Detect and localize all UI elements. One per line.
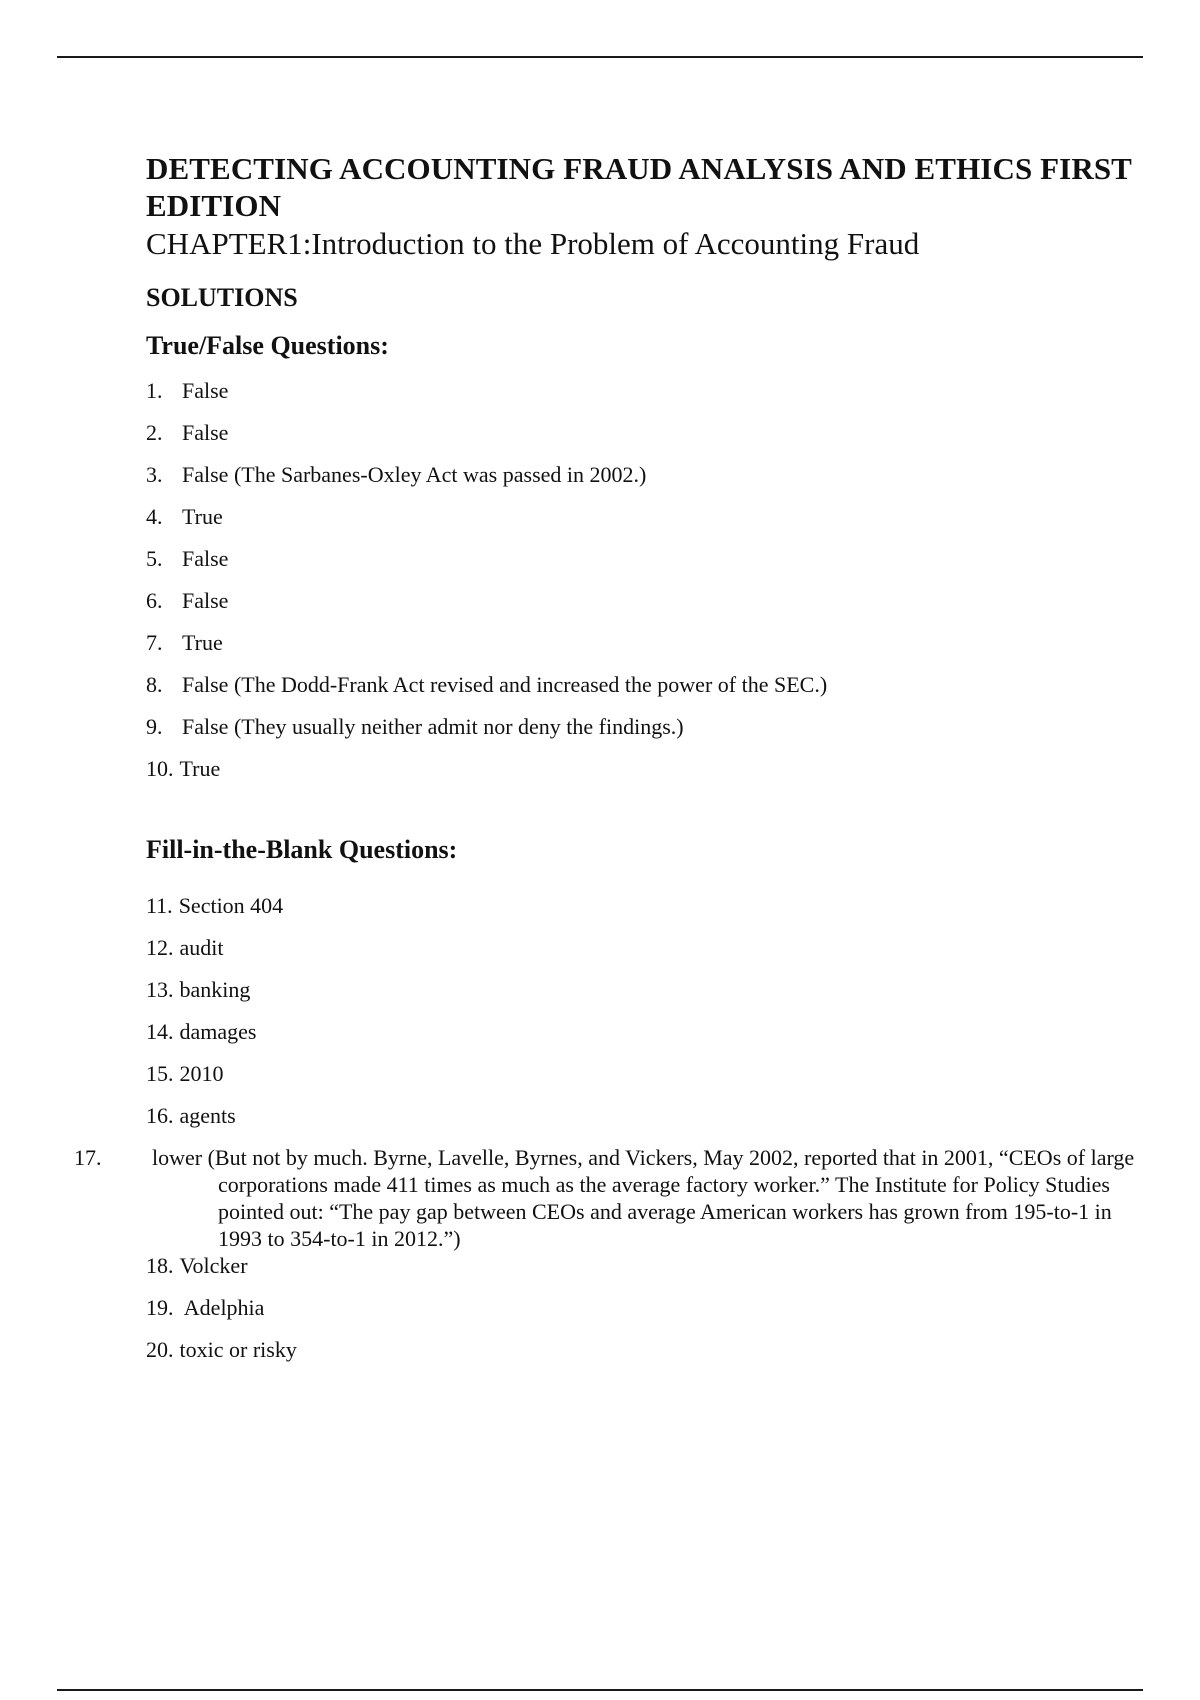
list-item	[146, 545, 1186, 572]
item-answer: audit	[179, 935, 224, 960]
item-answer: Volcker	[179, 1253, 248, 1278]
item-number: 13.	[146, 977, 174, 1002]
item-number: 19.	[146, 1295, 174, 1320]
fill-blank-list	[74, 892, 1186, 1363]
item-answer: lower (But not by much. Byrne, Lavelle, Byrnes, and Vickers, May 2002, reported that in 2001, “CEOs of large corporations made 411 times as much as the average factory worker.” The Institute for Policy Studies pointed out: “The pay gap between CEOs and average American workers has grown from 195-to-1 in 1993 to 354-to-1 in 2012.”)	[152, 1145, 1135, 1251]
item-answer: False	[182, 378, 229, 403]
item-answer: True	[179, 756, 221, 781]
item-answer: False	[182, 588, 229, 613]
document-title: DETECTING ACCOUNTING FRAUD ANALYSIS AND ETHICS FIRST EDITION	[146, 151, 1132, 223]
item-number: 4.	[146, 504, 163, 529]
item-answer: 2010	[179, 1061, 224, 1086]
document-body	[74, 150, 1186, 1378]
item-answer: False (The Dodd-Frank Act revised and increased the power of the SEC.)	[182, 672, 828, 697]
item-answer: True	[182, 630, 223, 655]
list-item	[146, 1060, 1186, 1087]
list-item	[146, 713, 1186, 740]
list-item	[146, 892, 1186, 919]
top-rule	[57, 56, 1143, 58]
list-item	[146, 1102, 1186, 1129]
list-item	[146, 1294, 1186, 1321]
item-answer: False (They usually neither admit nor deny the findings.)	[182, 714, 684, 739]
item-answer: Section 404	[178, 893, 284, 918]
item-number: 15.	[146, 1061, 174, 1086]
item-number: 10.	[146, 756, 174, 781]
item-number: 2.	[146, 420, 163, 445]
item-paragraph: 17. lower (But not by much. Byrne, Lavelle, Byrnes, and Vickers, May 2002, reported that in 2001, “CEOs of large corporations made 411 times as much as the average factory worker.” The Institute for Policy Studies pointed out: “The pay gap between CEOs and average American workers has grown from 195-to-1 in 1993 to 354-to-1 in 2012.”)	[74, 1145, 1135, 1251]
list-item	[74, 1144, 1186, 1252]
item-number: 1.	[146, 378, 163, 403]
item-answer: Adelphia	[179, 1295, 265, 1320]
list-item	[146, 934, 1186, 961]
item-number: 6.	[146, 588, 163, 613]
item-number: 14.	[146, 1019, 174, 1044]
list-item	[146, 503, 1186, 530]
list-item	[146, 755, 1186, 782]
true-false-heading: True/False Questions:	[146, 331, 389, 360]
item-number: 18.	[146, 1253, 174, 1278]
bottom-rule	[57, 1689, 1143, 1691]
item-number: 16.	[146, 1103, 174, 1128]
list-item	[146, 419, 1186, 446]
list-item	[146, 461, 1186, 488]
list-item	[146, 1252, 1186, 1279]
fill-blank-heading: Fill-in-the-Blank Questions:	[146, 835, 458, 864]
item-answer: False (The Sarbanes-Oxley Act was passed in 2002.)	[182, 462, 647, 487]
item-number: 11.	[146, 893, 173, 918]
item-number: 12.	[146, 935, 174, 960]
item-number: 8.	[146, 672, 163, 697]
list-item	[146, 629, 1186, 656]
list-item	[146, 587, 1186, 614]
list-item	[146, 377, 1186, 404]
item-number: 5.	[146, 546, 163, 571]
list-item	[146, 671, 1186, 698]
item-answer: agents	[179, 1103, 236, 1128]
item-answer: True	[182, 504, 223, 529]
list-item	[146, 1018, 1186, 1045]
item-number: 3.	[146, 462, 163, 487]
list-item	[146, 1336, 1186, 1363]
list-item	[146, 976, 1186, 1003]
chapter-title: CHAPTER1:Introduction to the Problem of Accounting Fraud	[146, 226, 920, 261]
true-false-list	[146, 377, 1186, 782]
item-answer: False	[182, 546, 229, 571]
item-answer: False	[182, 420, 229, 445]
item-number: 20.	[146, 1337, 174, 1362]
item-answer: damages	[179, 1019, 257, 1044]
item-number: 7.	[146, 630, 163, 655]
solutions-heading: SOLUTIONS	[146, 283, 298, 312]
item-number: 9.	[146, 714, 163, 739]
item-answer: toxic or risky	[179, 1337, 297, 1362]
item-answer: banking	[179, 977, 251, 1002]
